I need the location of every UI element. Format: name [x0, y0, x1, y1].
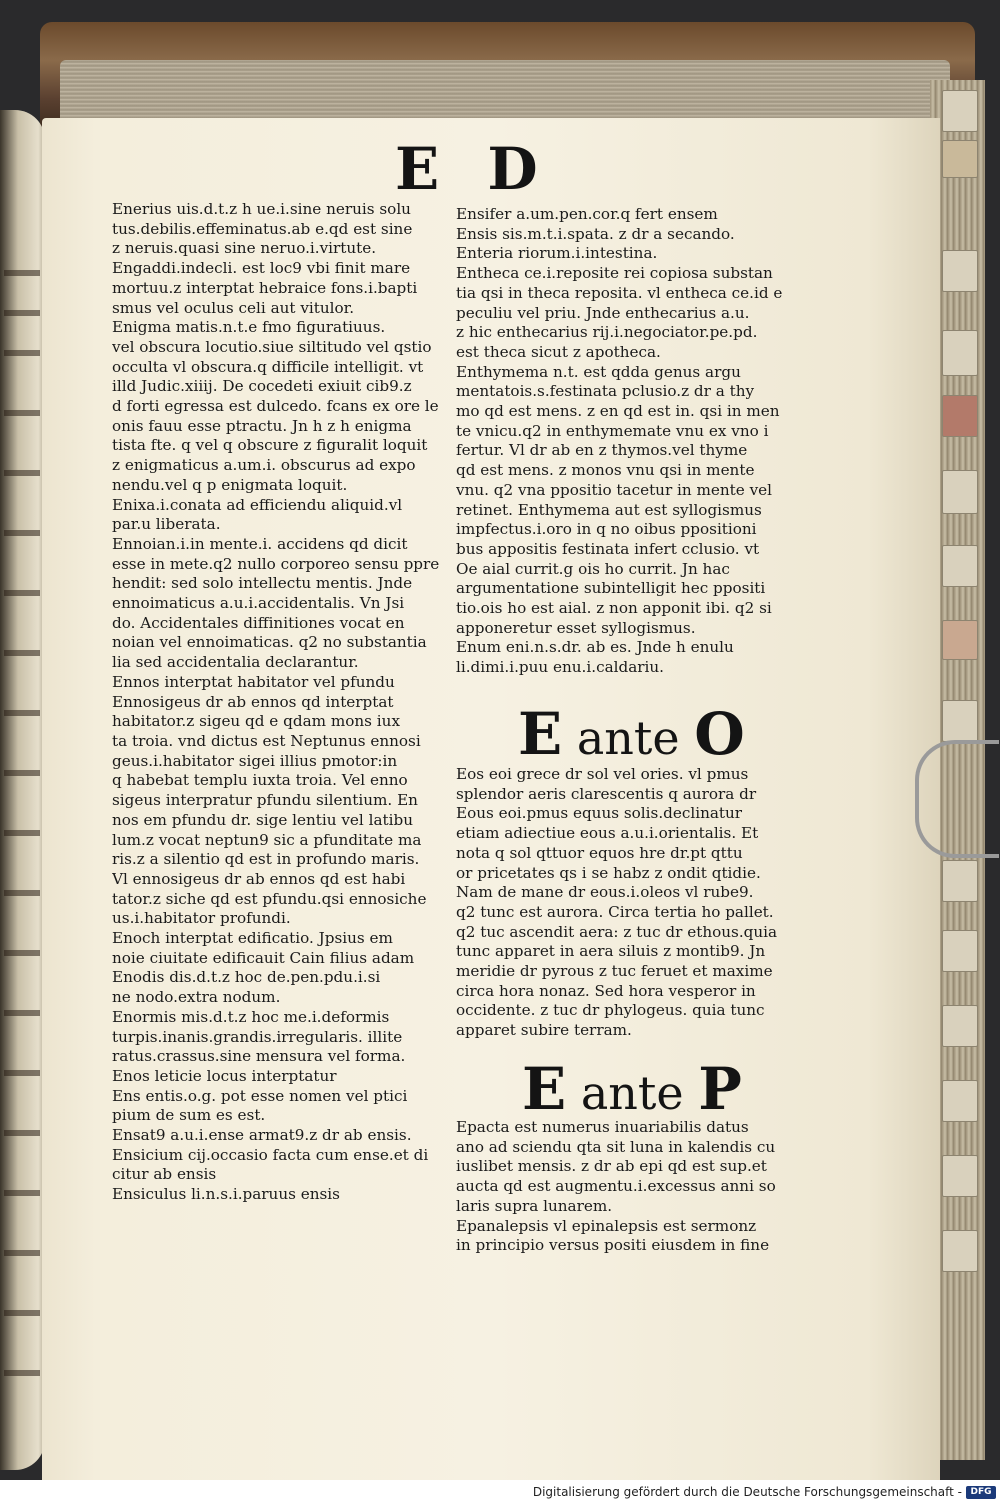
- text-line: Epanalepsis vl epinalepsis est sermonz: [456, 1216, 757, 1235]
- text-line: nos em pfundu dr. sige lentiu vel latibu: [112, 810, 413, 829]
- text-line: Ensiculus li.n.s.i.paruus ensis: [112, 1185, 340, 1204]
- text-line: z hic enthecarius rij.i.negociator.pe.pd.: [456, 323, 758, 342]
- right-text-column: [456, 205, 796, 678]
- text-line: Ensicium cij.occasio facta cum ense.et di: [112, 1145, 429, 1164]
- text-line: Enteria riorum.i.intestina.: [456, 244, 658, 263]
- index-tab: [942, 545, 978, 587]
- text-line: q2 tunc est aurora. Circa tertia ho pallet.: [456, 902, 774, 921]
- text-line: meridie dr pyrous z tuc feruet et maxime: [456, 962, 773, 981]
- text-line: tista fte. q vel q obscure z figuralit loquit: [112, 436, 428, 455]
- dfg-logo: DFG: [966, 1486, 996, 1499]
- index-tab: [942, 1005, 978, 1047]
- index-tab: [942, 1230, 978, 1272]
- text-line: ennoimaticus a.u.i.accidentalis. Vn Jsi: [112, 594, 405, 613]
- page-header: E D: [395, 135, 552, 203]
- text-line: noian vel ennoimaticas. q2 no substantia: [112, 633, 427, 652]
- index-tab: [942, 700, 978, 742]
- text-line: est theca sicut z apotheca.: [456, 342, 661, 361]
- right-text-column-eos: [456, 765, 796, 1041]
- left-text-column: [112, 200, 452, 1205]
- text-line: aucta qd est augmentu.i.excessus anni so: [456, 1177, 776, 1196]
- text-line: occidente. z tuc dr phylogeus. quia tunc: [456, 1001, 765, 1020]
- index-tab: [942, 330, 978, 376]
- text-line: Engaddi.indecli. est loc9 vbi finit mare: [112, 259, 411, 278]
- text-line: Entheca ce.i.reposite rei copiosa substan: [456, 264, 773, 283]
- text-line: citur ab ensis: [112, 1165, 217, 1184]
- text-line: par.u liberata.: [112, 515, 221, 534]
- text-line: vnu. q2 vna ppositio tacetur in mente vel: [456, 480, 773, 499]
- text-line: turpis.inanis.grandis.irregularis. illite: [112, 1027, 403, 1046]
- text-line: Ens entis.o.g. pot esse nomen vel ptici: [112, 1086, 408, 1105]
- text-line: Enos leticie locus interptatur: [112, 1066, 337, 1085]
- text-line: splendor aeris clarescentis q aurora dr: [456, 784, 757, 803]
- index-tab: [942, 250, 978, 292]
- index-tab: [942, 1080, 978, 1122]
- text-line: ris.z a silentio qd est in profundo maris.: [112, 850, 420, 869]
- text-line: vel obscura locutio.siue siltitudo vel qstio: [112, 337, 432, 356]
- text-line: in principio versus positi eiusdem in fine: [456, 1236, 770, 1255]
- index-tab: [942, 860, 978, 902]
- text-line: us.i.habitator profundi.: [112, 909, 291, 928]
- text-line: tator.z siche qd est pfundu.qsi ennosiche: [112, 889, 427, 908]
- index-tab: [942, 1155, 978, 1197]
- text-line: iuslibet mensis. z dr ab epi qd est sup.et: [456, 1157, 767, 1176]
- text-line: noie ciuitate edificauit Cain filius adam: [112, 948, 415, 967]
- text-line: mo qd est mens. z en qd est in. qsi in men: [456, 402, 780, 421]
- index-tab: [942, 930, 978, 972]
- text-line: Enerius uis.d.t.z h ue.i.sine neruis solu: [112, 200, 411, 218]
- section-heading-e-ante-p: [522, 1055, 742, 1123]
- heading-word: ante: [576, 711, 680, 765]
- text-line: lia sed accidentalia declarantur.: [112, 653, 359, 672]
- text-line: Enthymema n.t. est qdda genus argu: [456, 362, 741, 381]
- text-line: lum.z vocat neptun9 sic a pfunditate ma: [112, 830, 422, 849]
- text-line: or pricetates qs i se habz z ondit qtidie.: [456, 863, 761, 882]
- index-tab: [942, 470, 978, 514]
- text-line: Ensis sis.m.t.i.spata. z dr a secando.: [456, 224, 735, 243]
- text-line: Vl ennosigeus dr ab ennos qd est habi: [112, 869, 406, 888]
- text-line: peculiu vel priu. Jnde enthecarius a.u.: [456, 303, 750, 322]
- text-line: Ennoian.i.in mente.i. accidens qd dicit: [112, 534, 408, 553]
- text-line: smus vel oculus celi aut vitulor.: [112, 298, 355, 317]
- text-line: laris supra lunarem.: [456, 1196, 613, 1215]
- text-line: Enoch interptat edificatio. Jpsius em: [112, 929, 393, 948]
- heading-letter: O: [694, 700, 745, 768]
- text-line: z neruis.quasi sine neruo.i.virtute.: [112, 239, 377, 258]
- facing-page-left: [0, 110, 45, 1470]
- text-line: te vnicu.q2 in enthymemate vnu ex vno i: [456, 421, 769, 440]
- text-line: Oe aial currit.g ois ho currit. Jn hac: [456, 559, 730, 578]
- text-line: occulta vl obscura.q difficile intelligit. vt: [112, 357, 424, 376]
- text-line: retinet. Enthymema aut est syllogismus: [456, 500, 762, 519]
- text-line: tunc apparet in aera siluis z montib9. Jn: [456, 942, 766, 961]
- text-line: z enigmaticus a.um.i. obscurus ad expo: [112, 456, 416, 475]
- text-line: ratus.crassus.sine mensura vel forma.: [112, 1047, 406, 1066]
- text-line: Enigma matis.n.t.e fmo figuratiuus.: [112, 318, 386, 337]
- text-line: Eous eoi.pmus equus solis.declinatur: [456, 804, 743, 823]
- text-line: onis fauu esse ptractu. Jn h z h enigma: [112, 416, 412, 435]
- text-line: mentatois.s.festinata pclusio.z dr a thy: [456, 382, 755, 401]
- text-line: illd Judic.xiiij. De cocedeti exiuit cib9.z: [112, 377, 412, 396]
- right-text-column-epacta: [456, 1118, 796, 1256]
- text-line: hendit: sed solo intellectu mentis. Jnde: [112, 574, 413, 593]
- text-line: etiam adiectiue eous a.u.i.orientalis. Et: [456, 824, 759, 843]
- page-clip: [915, 740, 999, 858]
- text-line: fertur. Vl dr ab en z thymos.vel thyme: [456, 441, 748, 460]
- text-line: Nam de mane dr eous.i.oleos vl rube9.: [456, 883, 754, 902]
- text-line: pium de sum es est.: [112, 1106, 266, 1125]
- text-line: Ensifer a.um.pen.cor.q fert ensem: [456, 205, 718, 223]
- text-line: q habebat templu iuxta troia. Vel enno: [112, 771, 408, 790]
- text-line: tio.ois ho est aial. z non apponit ibi. q2 si: [456, 599, 772, 618]
- text-line: ta troia. vnd dictus est Neptunus ennosi: [112, 731, 421, 750]
- text-line: tia qsi in theca reposita. vl entheca ce.id e: [456, 283, 783, 302]
- text-line: li.dimi.i.puu enu.i.caldariu.: [456, 658, 664, 677]
- footer-bar: [0, 1480, 1000, 1505]
- heading-letter: E: [518, 700, 563, 768]
- text-line: Ensat9 a.u.i.ense armat9.z dr ab ensis.: [112, 1126, 412, 1145]
- text-line: do. Accidentales diffinitiones vocat en: [112, 613, 405, 632]
- section-heading-e-ante-o: [518, 700, 745, 768]
- text-line: geus.i.habitator sigei illius pmotor:in: [112, 751, 398, 770]
- text-line: esse in mete.q2 nullo corporeo sensu ppre: [112, 554, 440, 573]
- text-line: habitator.z sigeu qd e qdam mons iux: [112, 712, 401, 731]
- text-line: bus appositis festinata infert cclusio. vt: [456, 539, 760, 558]
- text-line: impfectus.i.oro in q no oibus ppositioni: [456, 520, 757, 539]
- index-tab: [942, 395, 978, 437]
- text-line: Enixa.i.conata ad efficiendu aliquid.vl: [112, 495, 403, 514]
- text-line: Ennosigeus dr ab ennos qd interptat: [112, 692, 394, 711]
- text-line: ano ad sciendu qta sit luna in kalendis cu: [456, 1137, 776, 1156]
- text-line: mortuu.z interptat hebraice fons.i.bapti: [112, 278, 418, 297]
- text-line: sigeus interpratur pfundu silentium. En: [112, 791, 418, 810]
- text-line: q2 tuc ascendit aera: z tuc dr ethous.quia: [456, 922, 778, 941]
- text-line: nota q sol qttuor equos hre dr.pt qttu: [456, 843, 743, 862]
- heading-word: ante: [580, 1066, 684, 1120]
- text-line: apponeretur esset syllogismus.: [456, 618, 696, 637]
- text-line: tus.debilis.effeminatus.ab e.qd est sine: [112, 219, 413, 238]
- text-line: d forti egressa est dulcedo. fcans ex ore le: [112, 397, 439, 416]
- text-line: nendu.vel q p enigmata loquit.: [112, 475, 348, 494]
- index-tab: [942, 620, 978, 660]
- text-line: Ennos interptat habitator vel pfundu: [112, 672, 395, 691]
- text-line: ne nodo.extra nodum.: [112, 988, 281, 1007]
- text-line: Enum eni.n.s.dr. ab es. Jnde h enulu: [456, 638, 734, 657]
- text-line: argumentatione subintelligit hec ppositi: [456, 579, 766, 598]
- heading-letter: P: [698, 1055, 742, 1123]
- text-line: qd est mens. z monos vnu qsi in mente: [456, 461, 755, 480]
- index-tab: [942, 140, 978, 178]
- text-line: Enormis mis.d.t.z hoc me.i.deformis: [112, 1007, 390, 1026]
- text-line: Eos eoi grece dr sol vel ories. vl pmus: [456, 765, 749, 783]
- index-tab: [942, 90, 978, 132]
- heading-letter: E: [522, 1055, 567, 1123]
- footer-credit: Digitalisierung gefördert durch die Deutsche Forschungsgemeinschaft -: [532, 1485, 962, 1499]
- text-line: apparet subire terram.: [456, 1021, 632, 1040]
- text-line: Epacta est numerus inuariabilis datus: [456, 1118, 749, 1136]
- text-line: circa hora nonaz. Sed hora vesperor in: [456, 981, 756, 1000]
- text-line: Enodis dis.d.t.z hoc de.pen.pdu.i.si: [112, 968, 381, 987]
